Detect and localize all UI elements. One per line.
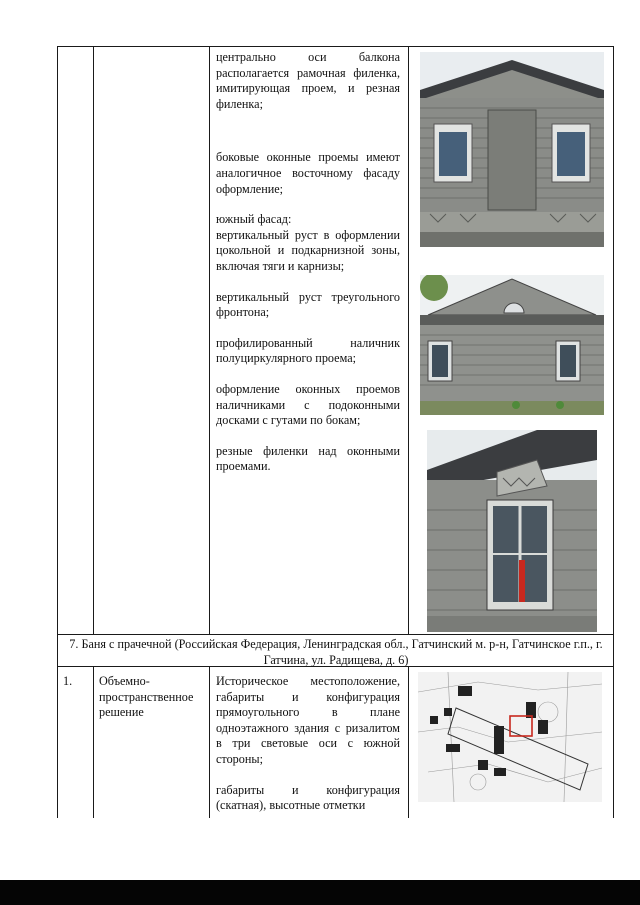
description-paragraph: боковые оконные проемы имеют аналогичное восточному фасаду оформление; xyxy=(216,150,400,196)
row-category: Объемно-пространственное решение xyxy=(99,674,194,720)
row-divider-1 xyxy=(57,634,614,635)
description-paragraph: профилированный наличник полуциркулярного проема; xyxy=(216,335,400,366)
scan-bottom-edge xyxy=(0,880,640,905)
table-left-border xyxy=(57,46,58,818)
column-divider-3 xyxy=(408,46,409,634)
description-paragraph: вертикальный руст треугольного фронтона; xyxy=(216,289,400,320)
row-number: 1. xyxy=(63,674,73,688)
photo-gable-facade xyxy=(420,52,604,247)
photo-window-detail xyxy=(427,430,597,632)
photo-south-facade xyxy=(420,275,604,415)
table-right-border xyxy=(613,46,614,818)
row-description-paragraph: Историческое местоположение, габариты и конфигурация прямоугольного в плане одноэтажного здания с ризалитом в три световые оси с южной стороны; xyxy=(216,674,400,766)
column-divider-1 xyxy=(93,46,94,634)
description-paragraph: южный фасад: xyxy=(216,212,292,227)
row-description-cell xyxy=(216,674,400,814)
description-paragraph: оформление оконных проемов наличниками с подоконными досками с гутами по бокам; xyxy=(216,381,400,428)
description-paragraph: вертикальный руст в оформлении цокольной и подкарнизной зоны, включая тяги и карнизы; xyxy=(216,227,400,273)
description-paragraph: резные филенки над оконными проемами. xyxy=(216,443,400,474)
column-divider-3b xyxy=(408,666,409,818)
table-top-border xyxy=(57,46,614,47)
section-header: 7. Баня с прачечной (Российская Федерация, Ленинградская обл., Гатчинский м. р-н, Гатчинское г.п., г. Гатчина, ул. Радищева, д. 6) xyxy=(69,637,603,667)
row-description-paragraph: габариты и конфигурация (скатная), высотные отметки xyxy=(216,782,400,813)
site-plan-map xyxy=(418,672,602,802)
column-divider-2 xyxy=(209,46,210,634)
description-paragraph: центрально оси балкона располагается рамочная филенка, имитирующая проем, и резная филенка; xyxy=(216,50,400,111)
upper-description-cell xyxy=(216,50,400,475)
column-divider-2b xyxy=(209,666,210,818)
column-divider-1b xyxy=(93,666,94,818)
